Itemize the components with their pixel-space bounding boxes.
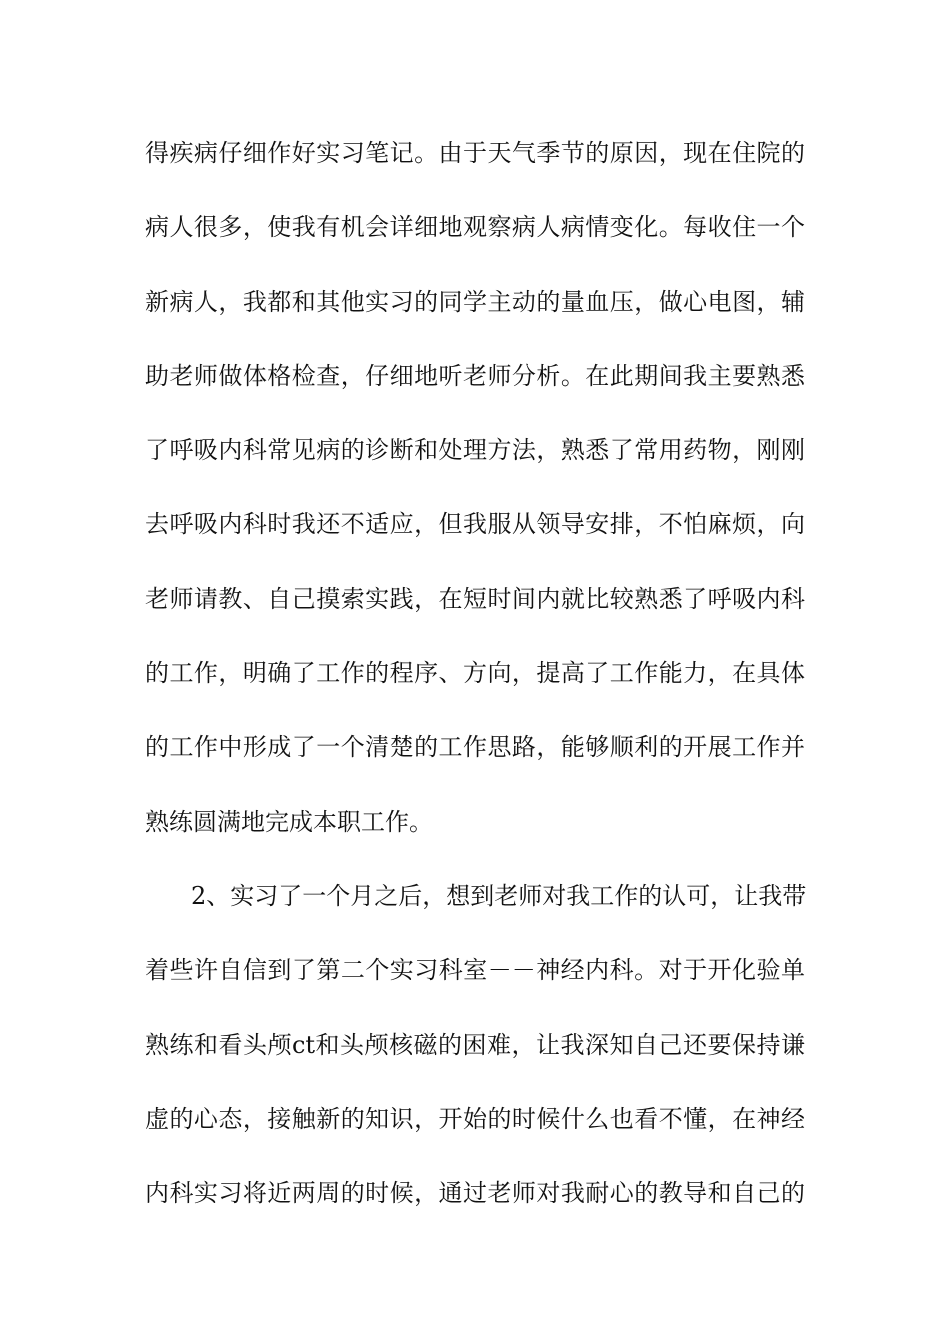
text-line: 去呼吸内科时我还不适应，但我服从领导安排，不怕麻烦，向	[145, 510, 805, 539]
text-line: 熟练和看头颅ct和头颅核磁的困难，让我深知自己还要保持谦	[145, 1030, 805, 1059]
text-line: 病人很多，使我有机会详细地观察病人病情变化。每收住一个	[145, 213, 805, 242]
text-line: 新病人，我都和其他实习的同学主动的量血压，做心电图，辅	[145, 287, 805, 316]
text-line: 内科实习将近两周的时候，通过老师对我耐心的教导和自己的	[145, 1179, 805, 1208]
text-line: 虚的心态，接触新的知识，开始的时候什么也看不懂，在神经	[145, 1104, 805, 1133]
text-line: 助老师做体格检查，仔细地听老师分析。在此期间我主要熟悉	[145, 361, 805, 390]
text-line: 着些许自信到了第二个实习科室－－神经内科。对于开化验单	[145, 956, 805, 985]
text-line: 老师请教、自己摸索实践，在短时间内就比较熟悉了呼吸内科	[145, 584, 805, 613]
paragraph-end-line: 熟练圆满地完成本职工作。	[145, 807, 433, 836]
body-text	[145, 128, 805, 1242]
text-line: 的工作中形成了一个清楚的工作思路，能够顺利的开展工作并	[145, 733, 805, 762]
text-line: 得疾病仔细作好实习笔记。由于天气季节的原因，现在住院的	[145, 139, 805, 167]
text-line: 了呼吸内科常见病的诊断和处理方法，熟悉了常用药物，刚刚	[145, 436, 805, 465]
text-line: 的工作，明确了工作的程序、方向，提高了工作能力，在具体	[145, 659, 805, 688]
paragraph-start-line: 2、实习了一个月之后，想到老师对我工作的认可，让我带	[191, 881, 807, 910]
